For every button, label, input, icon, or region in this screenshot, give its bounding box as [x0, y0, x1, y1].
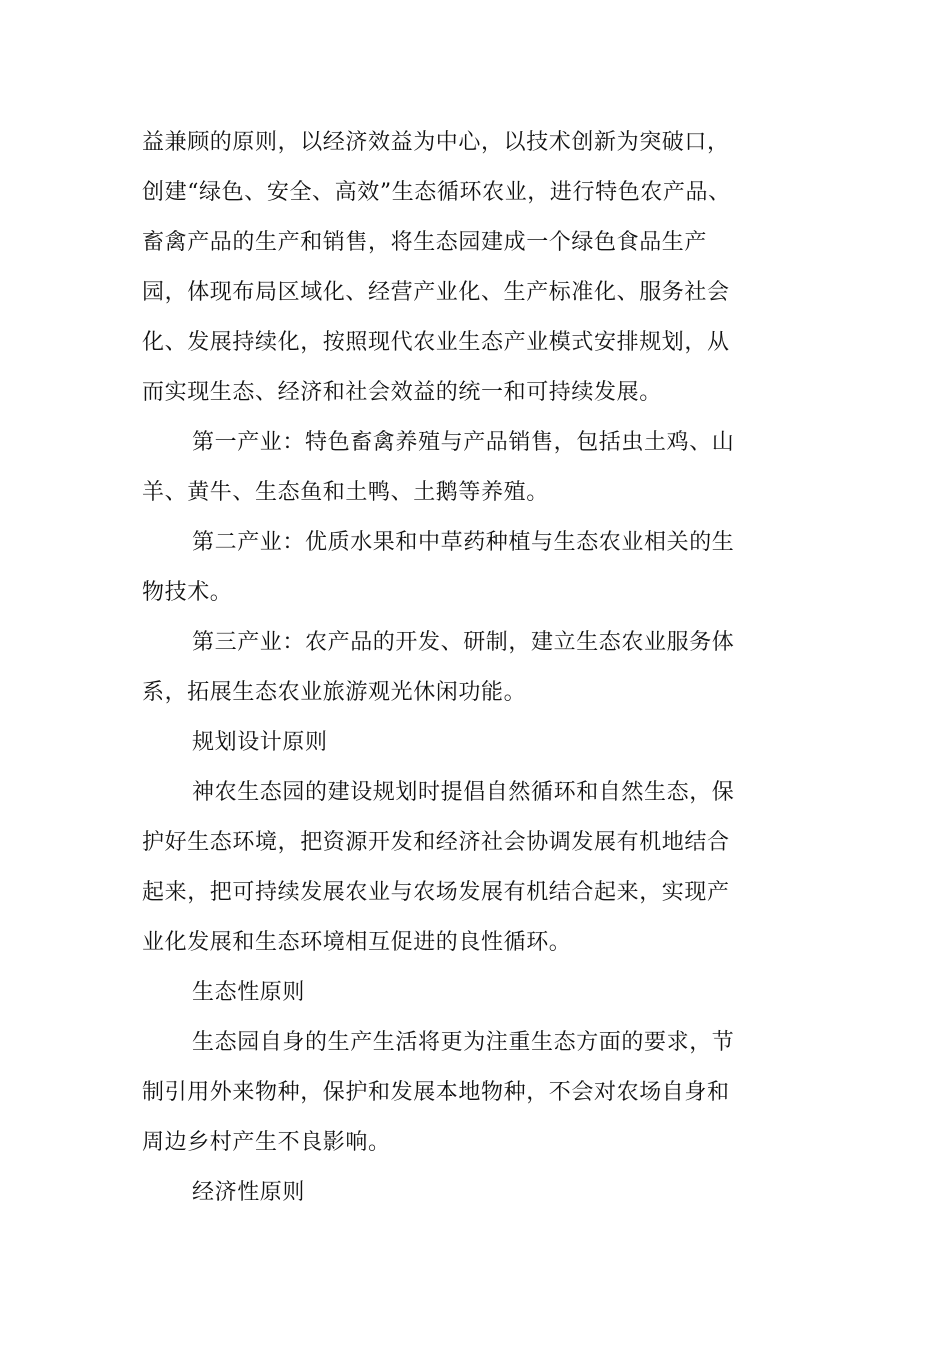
paragraph-intro-continuation: [142, 118, 762, 418]
text-line: 园，体现布局区域化、经营产业化、生产标准化、服务社会: [142, 280, 730, 305]
text-line-indented: 神农生态园的建设规划时提倡自然循环和自然生态，保: [192, 780, 735, 805]
text-line: 系，拓展生态农业旅游观光休闲功能。: [142, 680, 527, 705]
paragraph-primary-industry: [142, 418, 762, 518]
document-page: [142, 118, 762, 1218]
text-line: 起来，把可持续发展农业与农场发展有机结合起来，实现产: [142, 880, 730, 905]
text-line: 益兼顾的原则，以经济效益为中心，以技术创新为突破口，: [142, 130, 730, 155]
text-line: 业化发展和生态环境相互促进的良性循环。: [142, 930, 572, 955]
text-line: 护好生态环境，把资源开发和经济社会协调发展有机地结合: [142, 830, 730, 855]
text-line-indented: 第一产业：特色畜禽养殖与产品销售，包括虫土鸡、山: [192, 430, 735, 455]
text-line: 羊、黄牛、生态鱼和土鸭、土鹅等养殖。: [142, 480, 549, 505]
paragraph-secondary-industry: [142, 518, 762, 618]
text-line: 物技术。: [142, 580, 233, 605]
text-line: 创建“绿色、安全、高效”生态循环农业，进行特色农产品、: [142, 180, 731, 205]
text-line-indented: 第二产业：优质水果和中草药种植与生态农业相关的生: [192, 530, 735, 555]
heading-text: 生态性原则: [192, 980, 306, 1005]
section-heading-economic-principle: [142, 1168, 762, 1218]
text-line: 而实现生态、经济和社会效益的统一和可持续发展。: [142, 380, 662, 405]
paragraph-ecological-principle: [142, 1018, 762, 1168]
text-line: 化、发展持续化，按照现代农业生态产业模式安排规划，从: [142, 330, 730, 355]
section-heading-planning-principles: [142, 718, 762, 768]
section-heading-ecological-principle: [142, 968, 762, 1018]
text-line: 畜禽产品的生产和销售，将生态园建成一个绿色食品生产: [142, 230, 708, 255]
paragraph-tertiary-industry: [142, 618, 762, 718]
paragraph-planning-principles: [142, 768, 762, 968]
text-line: 制引用外来物种，保护和发展本地物种，不会对农场自身和: [142, 1080, 730, 1105]
text-line-indented: 第三产业：农产品的开发、研制，建立生态农业服务体: [192, 630, 735, 655]
heading-text: 经济性原则: [192, 1180, 306, 1205]
text-line-indented: 生态园自身的生产生活将更为注重生态方面的要求，节: [192, 1030, 735, 1055]
text-line: 周边乡村产生不良影响。: [142, 1130, 391, 1155]
heading-text: 规划设计原则: [192, 730, 328, 755]
